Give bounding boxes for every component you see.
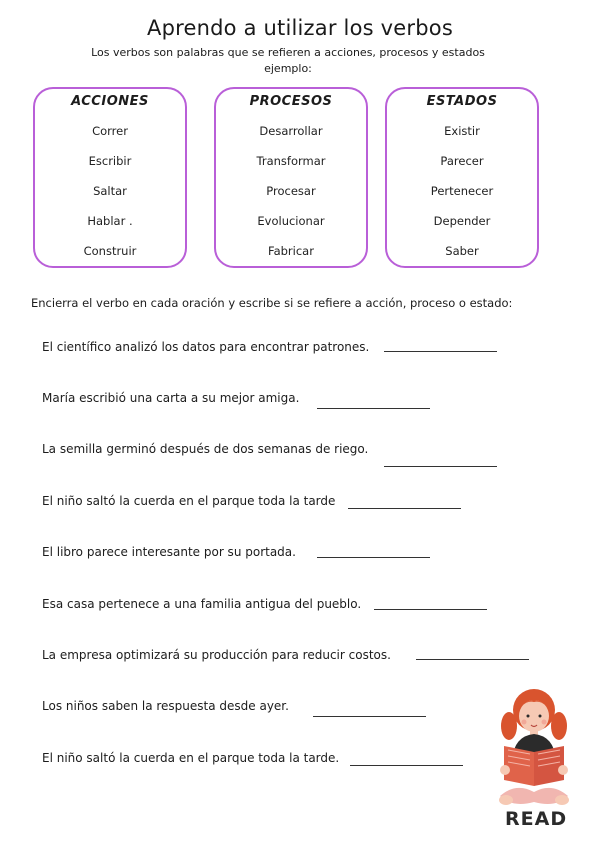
exercise-sentence: El niño saltó la cuerda en el parque toda la tarde — [42, 494, 336, 508]
category-item: Depender — [433, 214, 491, 228]
subtitle-line-2: ejemplo: — [264, 62, 312, 75]
category-item: Fabricar — [268, 244, 314, 258]
answer-blank[interactable] — [416, 659, 529, 660]
category-item: Evolucionar — [257, 214, 325, 228]
exercise-sentence: Los niños saben la respuesta desde ayer. — [42, 699, 289, 713]
read-label: READ — [505, 808, 568, 830]
category-item: Correr — [92, 124, 128, 138]
exercise-sentence: María escribió una carta a su mejor amiga. — [42, 391, 300, 405]
exercise-sentence: El científico analizó los datos para encontrar patrones. — [42, 340, 370, 354]
category-title: ACCIONES — [71, 94, 149, 109]
page-subtitle — [0, 45, 576, 77]
category-item: Pertenecer — [430, 184, 494, 198]
exercise-sentence: La empresa optimizará su producción para reducir costos. — [42, 648, 391, 662]
category-box-procesos — [214, 87, 368, 268]
category-item: Hablar . — [87, 214, 133, 228]
category-item: Saltar — [93, 184, 127, 198]
answer-blank[interactable] — [384, 466, 497, 467]
category-item: Transformar — [256, 154, 326, 168]
category-box-estados — [385, 87, 539, 268]
answer-blank[interactable] — [384, 351, 497, 352]
category-item: Desarrollar — [259, 124, 323, 138]
answer-blank[interactable] — [350, 765, 463, 766]
category-title: ESTADOS — [426, 94, 498, 109]
category-item: Saber — [445, 244, 479, 258]
answer-blank[interactable] — [374, 609, 487, 610]
exercise-sentence: Esa casa pertenece a una familia antigua del pueblo. — [42, 597, 362, 611]
category-item: Construir — [83, 244, 137, 258]
answer-blank[interactable] — [317, 557, 430, 558]
category-item: Parecer — [440, 154, 484, 168]
category-item: Existir — [444, 124, 480, 138]
answer-blank[interactable] — [348, 508, 461, 509]
exercise-sentence: El libro parece interesante por su portada. — [42, 545, 296, 559]
category-item: Procesar — [266, 184, 316, 198]
exercise-instruction: Encierra el verbo en cada oración y escribe si se refiere a acción, proceso o estado: — [31, 296, 513, 310]
category-box-acciones — [33, 87, 187, 268]
answer-blank[interactable] — [317, 408, 430, 409]
page-title: Aprendo a utilizar los verbos — [147, 16, 453, 40]
answer-blank[interactable] — [313, 716, 426, 717]
category-item: Escribir — [88, 154, 132, 168]
subtitle-line-1: Los verbos son palabras que se refieren a acciones, procesos y estados — [91, 46, 485, 59]
category-title: PROCESOS — [249, 94, 333, 109]
exercise-sentence: El niño saltó la cuerda en el parque toda la tarde. — [42, 751, 340, 765]
exercise-sentence: La semilla germinó después de dos semanas de riego. — [42, 442, 369, 456]
